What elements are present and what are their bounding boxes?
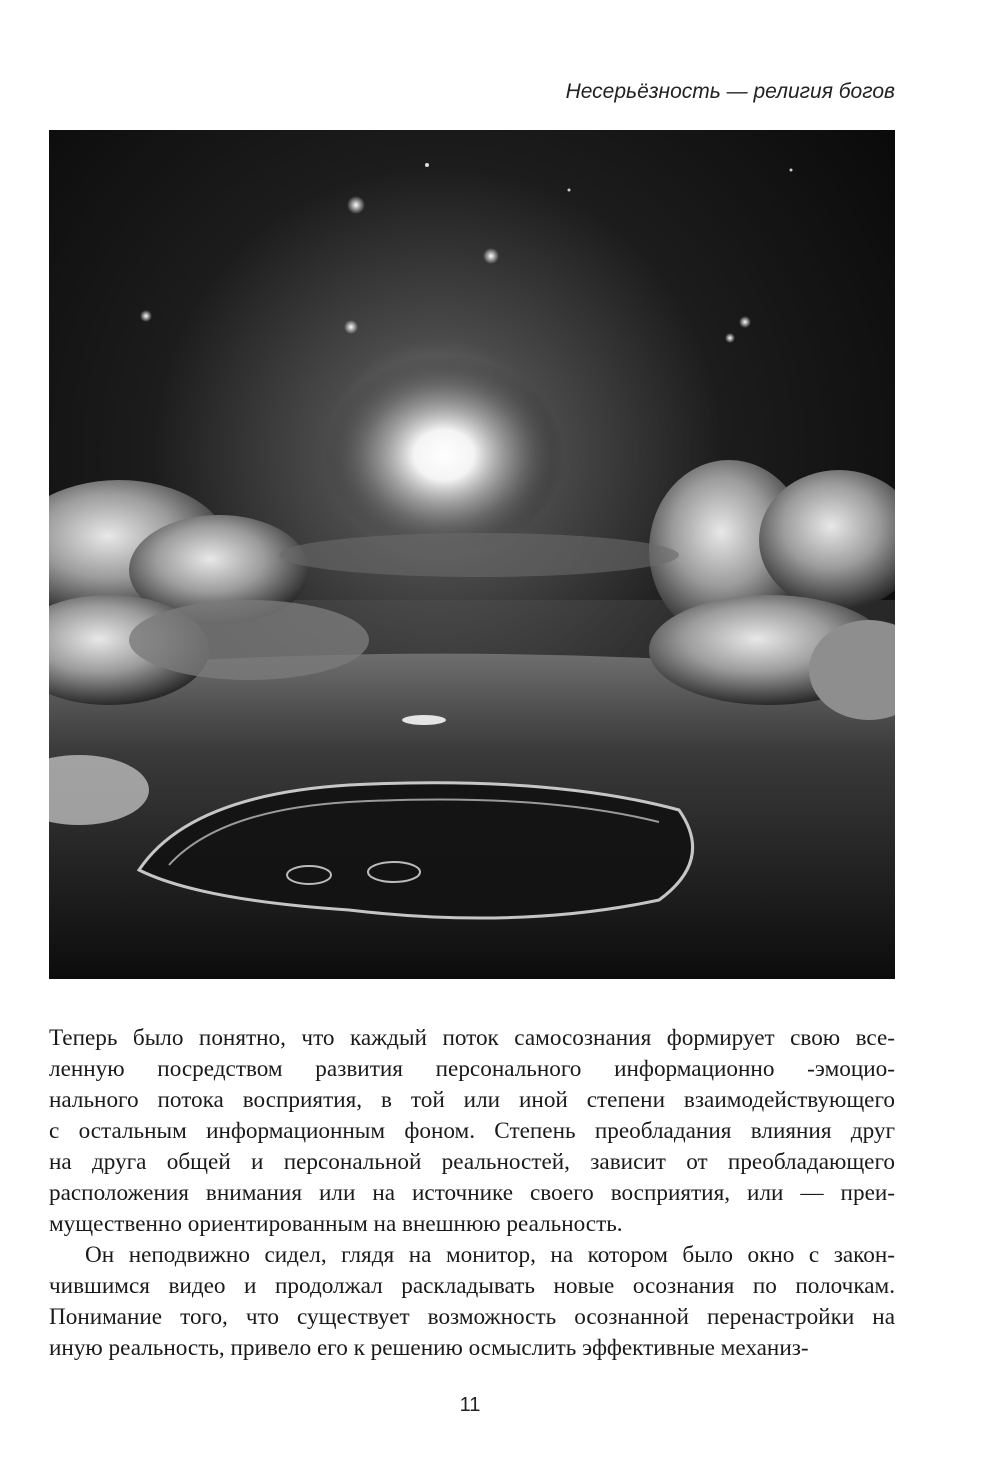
- text-line: нального потока восприятия, в той или иной степени взаимодействующего: [49, 1087, 895, 1113]
- text-line: Теперь было понятно, что каждый поток самосознания формирует свою все-: [49, 1025, 895, 1051]
- illustration-svg: [49, 130, 895, 979]
- clouds-right: [649, 460, 895, 720]
- body-text: [49, 1023, 895, 1364]
- text-line: ленную посредством развития персонального информационно -эмоцио-: [49, 1056, 895, 1082]
- text-line: с остальным информационным фоном. Степень преобладания влияния друг: [49, 1118, 895, 1144]
- illustration-cosmic-landscape: [49, 130, 895, 979]
- sun-glow: [324, 355, 564, 555]
- text-line: иную реальность, привело его к решению осмыслить эффективные механиз-: [49, 1335, 809, 1361]
- text-line: на друга общей и персональной реальностей, зависит от преобладающего: [49, 1149, 895, 1175]
- text-line: Он неподвижно сидел, глядя на монитор, на котором было окно с закон-: [85, 1242, 895, 1268]
- text-line: Понимание того, что существует возможность осознанной перенастройки на: [49, 1304, 895, 1330]
- text-line: чившимся видео и продолжал раскладывать новые осознания по полочкам.: [49, 1273, 895, 1299]
- text-line: мущественно ориентированным на внешнюю реальность.: [49, 1211, 623, 1237]
- running-head: Несерьёзность — религия богов: [565, 80, 895, 103]
- page-number: 11: [459, 1394, 481, 1416]
- text-line: расположения внимания или на источнике своего восприятия, или — преи-: [49, 1180, 895, 1206]
